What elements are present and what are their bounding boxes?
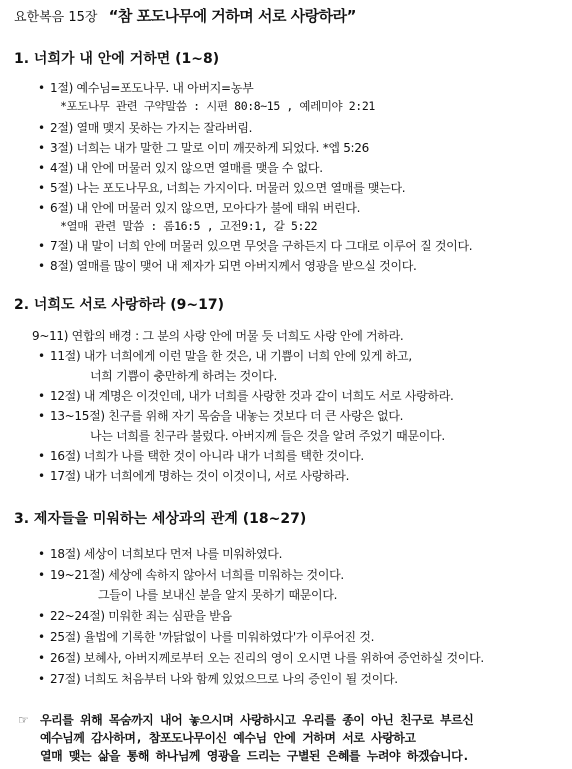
list-item: • 6절) 내 안에 머물러 있지 않으면, 모아다가 불에 태워 버린다. — [38, 201, 361, 215]
closing-line-1: 우리를 위해 목숨까지 내어 놓으시며 사랑하시고 우리를 종이 아닌 친구로 부르신 — [40, 713, 474, 727]
bullet-icon: • — [38, 547, 45, 561]
list-item: • 1절) 예수님=포도나무. 내 아버지=농부 — [38, 81, 254, 95]
bullet-icon: • — [38, 630, 45, 644]
bullet-icon: • — [38, 469, 45, 483]
section-heading-2: 2. 너희도 서로 사랑하라 (9~17) — [14, 297, 225, 313]
closing-line-2: 예수님께 감사하며, 참포도나무이신 예수님 안에 거하며 서로 사랑하고 — [40, 731, 416, 745]
bullet-icon: • — [38, 201, 45, 215]
list-item: • 16절) 너희가 나를 택한 것이 아니라 내가 너희를 택한 것이다. — [38, 449, 364, 463]
list-item: • 18절) 세상이 너희보다 먼저 나를 미워하였다. — [38, 547, 283, 561]
list-item: • 27절) 너희도 처음부터 나와 함께 있었으므로 나의 증인이 될 것이다. — [38, 672, 398, 686]
bullet-icon: • — [38, 449, 45, 463]
bullet-icon: • — [38, 121, 45, 135]
document-title: “참 포도나무에 거하며 서로 사랑하라” — [108, 7, 357, 25]
list-item: • 2절) 열매 맺지 못하는 가지는 잘라버림. — [38, 121, 253, 135]
bullet-icon: • — [38, 161, 45, 175]
bullet-icon: • — [38, 409, 45, 423]
bullet-icon: • — [38, 259, 45, 273]
list-item: • 22~24절) 미워한 죄는 심판을 받음 — [38, 609, 232, 623]
bullet-icon: • — [38, 141, 45, 155]
list-item: • 5절) 나는 포도나무요, 너희는 가지이다. 머물러 있으면 열매를 맺는다. — [38, 181, 406, 195]
list-item: • 26절) 보혜사, 아버지께로부터 오는 진리의 영이 오시면 나를 위하여 증언하실 것이다. — [38, 651, 484, 665]
list-item: • 17절) 내가 너희에게 명하는 것이 이것이니, 서로 사랑하라. — [38, 469, 350, 483]
list-item: • 13~15절) 친구를 위해 자기 목숨을 내놓는 것보다 더 큰 사랑은 없다. — [38, 409, 404, 423]
reference-note: *열매 관련 말씀 : 롬16:5 , 고전9:1, 갈 5:22 — [60, 219, 318, 233]
bullet-icon: • — [38, 568, 45, 582]
list-item: • 25절) 율법에 기록한 '까닭없이 나를 미워하였다'가 이루어진 것. — [38, 630, 375, 644]
list-item: • 7절) 내 말이 너희 안에 머물러 있으면 무엇을 구하든지 다 그대로 이루어 질 것이다. — [38, 239, 473, 253]
list-item: • 11절) 내가 너희에게 이런 말을 한 것은, 내 기쁨이 너희 안에 있게 하고, — [38, 349, 412, 363]
book-chapter: 요한복음 15장 — [14, 10, 98, 25]
bullet-icon: • — [38, 81, 45, 95]
bullet-icon: • — [38, 181, 45, 195]
list-item: • 8절) 열매를 많이 맺어 내 제자가 되면 아버지께서 영광을 받으실 것이다. — [38, 259, 417, 273]
reference-note: *포도나무 관련 구약말씀 : 시편 80:8~15 , 예레미야 2:21 — [60, 99, 375, 113]
bullet-icon: • — [38, 389, 45, 403]
section-intro: 9~11) 연합의 배경 : 그 분의 사랑 안에 머물 듯 너희도 사랑 안에 거하라. — [32, 329, 404, 343]
list-item: • 19~21절) 세상에 속하지 않아서 너희를 미워하는 것이다. — [38, 568, 344, 582]
section-heading-3: 3. 제자들을 미워하는 세상과의 관계 (18~27) — [14, 511, 307, 527]
list-item: • 12절) 내 계명은 이것인데, 내가 너희를 사랑한 것과 같이 너희도 서로 사랑하라. — [38, 389, 454, 403]
section-heading-1: 1. 너희가 내 안에 거하면 (1~8) — [14, 51, 220, 67]
closing-line-3: 열매 맺는 삶을 통해 하나님께 영광을 드리는 구별된 은혜를 누려야 하겠습니다. — [40, 749, 469, 763]
list-item-continuation: 그들이 나를 보내신 분을 알지 못하기 때문이다. — [98, 588, 338, 602]
list-item-continuation: 나는 너희를 친구라 불렀다. 아버지께 들은 것을 알려 주었기 때문이다. — [90, 429, 445, 443]
bullet-icon: • — [38, 349, 45, 363]
bullet-icon: • — [38, 672, 45, 686]
pointing-hand-icon: ☞ — [18, 713, 29, 727]
document-header — [14, 6, 356, 28]
list-item-continuation: 너희 기쁨이 충만하게 하려는 것이다. — [90, 369, 277, 383]
bullet-icon: • — [38, 651, 45, 665]
list-item: • 3절) 너희는 내가 말한 그 말로 이미 깨끗하게 되었다. *엡 5:26 — [38, 141, 369, 155]
list-item: • 4절) 내 안에 머물러 있지 않으면 열매를 맺을 수 없다. — [38, 161, 323, 175]
bullet-icon: • — [38, 609, 45, 623]
bullet-icon: • — [38, 239, 45, 253]
